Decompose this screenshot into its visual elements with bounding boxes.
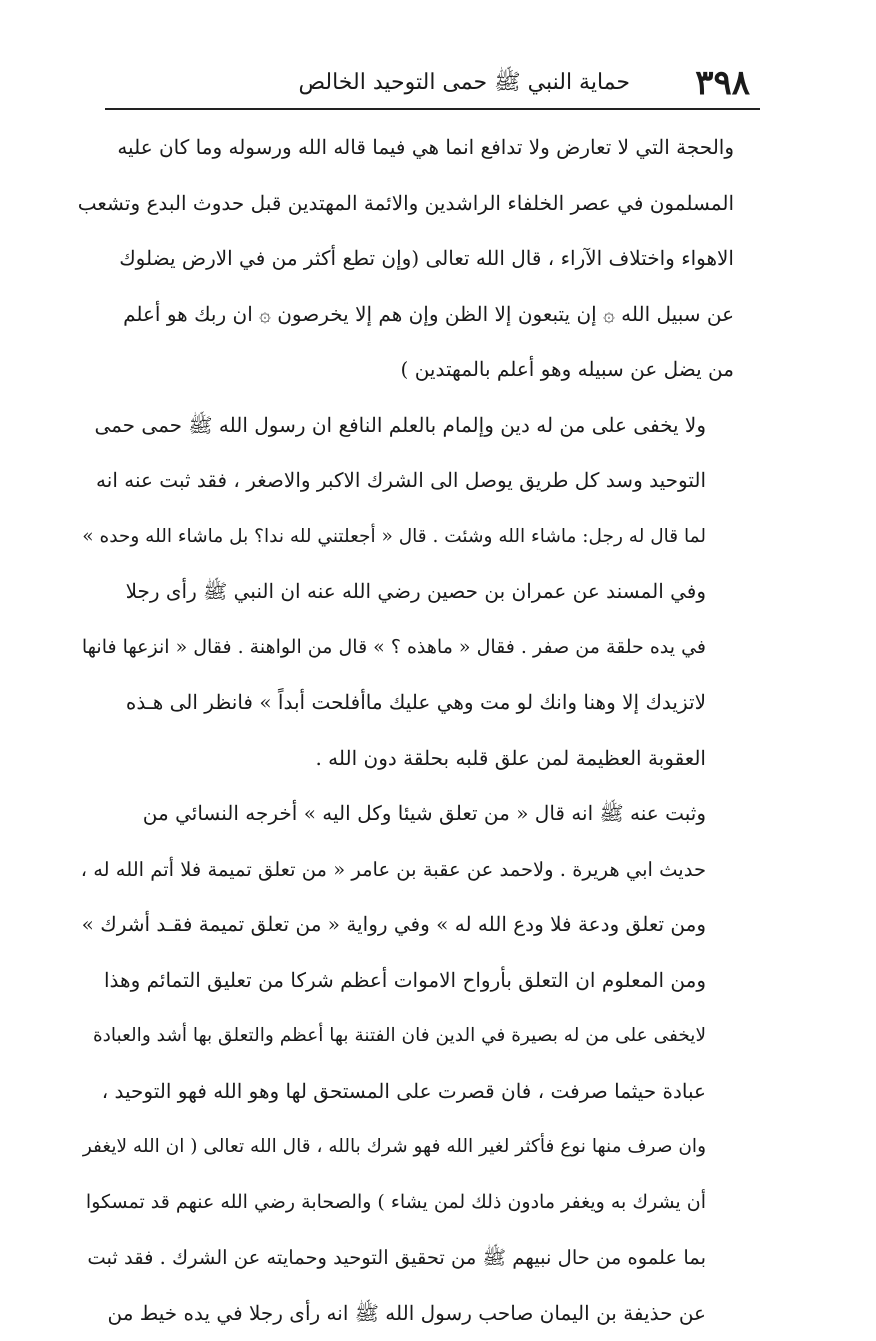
paragraph: [78, 953, 734, 1341]
text-line: من يضل عن سبيله وهو أعلم بالمهتدين ): [78, 342, 734, 398]
text-line: لايخفى على من له بصيرة في الدين فان الفتنة بها أعظم والتعلق بها أشد والعبادة: [78, 1008, 734, 1064]
paragraph: [78, 564, 734, 786]
text-line: في يده حلقة من صفر . فقال « ماهذه ؟ » قال من الواهنة . فقال « انزعها فانها: [78, 620, 734, 676]
text-line: الاهواء واختلاف الآراء ، قال الله تعالى (وإن تطع أكثر من في الارض يضلوك: [78, 231, 734, 287]
text-line: وثبت عنه ﷺ انه قال « من تعلق شيئا وكل اليه » أخرجه النسائي من: [78, 786, 734, 842]
text-line: بما علموه من حال نبيهم ﷺ من تحقيق التوحيد وحمايته عن الشرك . فقد ثبت: [78, 1230, 734, 1286]
header-divider: [105, 108, 760, 110]
text-line: العقوبة العظيمة لمن علق قلبه بحلقة دون الله .: [78, 731, 734, 787]
paragraph: [78, 398, 734, 565]
text-line: حديث ابي هريرة . ولاحمد عن عقبة بن عامر « من تعلق تميمة فلا أتم الله له ،: [78, 842, 734, 898]
text-line: لما قال له رجل: ماشاء الله وشئت . قال « أجعلتني لله ندا؟ بل ماشاء الله وحده »: [78, 509, 734, 565]
text-line: وان صرف منها نوع فأكثر لغير الله فهو شرك بالله ، قال الله تعالى ( ان الله لايغفر: [78, 1119, 734, 1175]
text-line: عن سبيل الله ۞ إن يتبعون إلا الظن وإن هم إلا يخرصون ۞ ان ربك هو أعلم: [78, 287, 734, 343]
body-text: [78, 120, 734, 1341]
text-line: التوحيد وسد كل طريق يوصل الى الشرك الاكبر والاصغر ، فقد ثبت عنه انه: [78, 453, 734, 509]
text-line: عن حذيفة بن اليمان صاحب رسول الله ﷺ انه رأى رجلا في يده خيط من: [78, 1286, 734, 1341]
text-line: ولا يخفى على من له دين وإلمام بالعلم النافع ان رسول الله ﷺ حمى حمى: [78, 398, 734, 454]
text-line: عبادة حيثما صرفت ، فان قصرت على المستحق لها وهو الله فهو التوحيد ،: [78, 1064, 734, 1120]
paragraph: [78, 120, 734, 398]
text-line: والحجة التي لا تعارض ولا تدافع انما هي فيما قاله الله ورسوله وما كان عليه: [78, 120, 734, 176]
text-line: أن يشرك به ويغفر مادون ذلك لمن يشاء ) والصحابة رضي الله عنهم قد تمسكوا: [78, 1175, 734, 1231]
running-title: حماية النبي ﷺ حمى التوحيد الخالص: [298, 58, 630, 108]
paragraph: [78, 786, 734, 953]
text-line: وفي المسند عن عمران بن حصين رضي الله عنه ان النبي ﷺ رأى رجلا: [78, 564, 734, 620]
page-header: [110, 58, 750, 108]
text-line: ومن المعلوم ان التعلق بأرواح الاموات أعظم شركا من تعليق التمائم وهذا: [78, 953, 734, 1009]
text-line: ومن تعلق ودعة فلا ودع الله له » وفي رواية « من تعلق تميمة فقـد أشرك »: [78, 897, 734, 953]
text-line: المسلمون في عصر الخلفاء الراشدين والائمة المهتدين قبل حدوث البدع وتشعب: [78, 176, 734, 232]
text-line: لاتزيدك إلا وهنا وانك لو مت وهي عليك ماأفلحت أبداً » فانظر الى هـذه: [78, 675, 734, 731]
page-number: ٣٩٨: [695, 58, 750, 108]
